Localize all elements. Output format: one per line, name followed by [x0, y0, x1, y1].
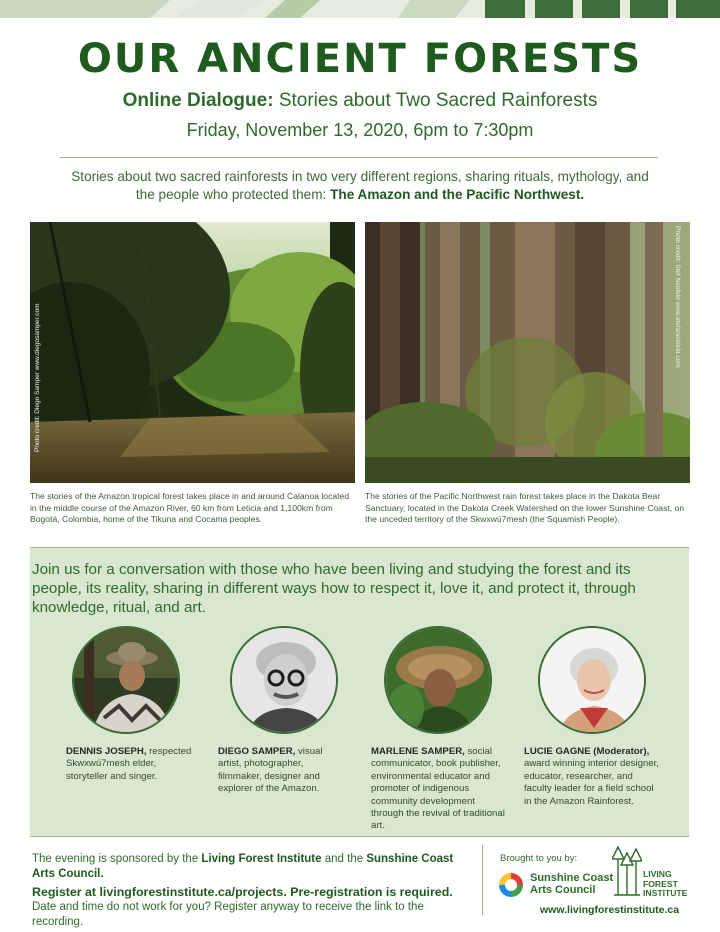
lfi-line-1: LIVING: [643, 869, 672, 879]
scac-line-2: Arts Council: [530, 884, 596, 896]
intro-paragraph: [60, 168, 660, 204]
portrait-lucie-gagne: [538, 626, 646, 734]
sponsor-text-a: The evening is sponsored by the: [32, 853, 199, 865]
brought-to-you-by: Brought to you by:: [500, 853, 578, 864]
speaker-bio: visual artist, photographer, filmmaker, designer and explorer of the Amazon.: [218, 746, 323, 795]
amazon-photo: [30, 222, 355, 483]
subtitle: [0, 90, 720, 112]
event-datetime: Friday, November 13, 2020, 6pm to 7:30pm: [186, 120, 534, 140]
scac-logo-icon: [498, 872, 524, 898]
page-title: OUR ANCIENT FORESTS: [77, 36, 643, 82]
lfi-logo-icon: [612, 845, 642, 897]
sponsor-scac: Sunshine Coast Arts Council.: [32, 853, 454, 880]
website-link[interactable]: www.livingforestinstitute.ca: [540, 904, 680, 916]
amazon-caption: The stories of the Amazon tropical forest takes place in and around Calanoa located in the middle course of the Amazon River, 60 km from Leticia and 1,100km from Bogotá, Colombia, home of the Tikuna and Cocama peoples.: [30, 491, 350, 524]
speaker-name: DENNIS JOSEPH,: [66, 746, 147, 757]
sponsor-lfi: Living Forest Institute: [201, 853, 322, 865]
portrait-marlene-samper: [384, 626, 492, 734]
speaker-name: MARLENE SAMPER,: [371, 746, 465, 757]
pacific-photo-credit: Photo credit: Stef Nesfeld www.stefaneisfeld.com: [674, 226, 681, 368]
subtitle-strong: Online Dialogue:: [122, 90, 274, 111]
subtitle-rest: Stories about Two Sacred Rainforests: [278, 90, 598, 111]
speaker-bio: social communicator, book publisher, environmental educator and promoter of indigenous community development through the revival of traditional art.: [371, 746, 505, 832]
pacific-northwest-photo: [365, 222, 690, 483]
sponsor-text-c: and the: [324, 853, 364, 865]
intro-strong: The Amazon and the Pacific Northwest.: [330, 187, 585, 202]
scac-line-1: Sunshine Coast: [530, 872, 614, 884]
speaker-bio: award winning interior designer, educator, researcher, and faculty leader for a field school in the Amazon Rainforest.: [524, 758, 659, 807]
sponsor-line: [32, 852, 472, 882]
portrait-diego-samper: [230, 626, 338, 734]
register-line: Register at livingforestinstitute.ca/projects. Pre-registration is required.: [32, 885, 453, 899]
scac-logo-text: [530, 872, 613, 896]
recording-note: Date and time do not work for you? Register anyway to receive the link to the recording.: [32, 901, 424, 928]
bio-lucie-gagne: [524, 746, 660, 808]
footer-divider: [482, 845, 483, 915]
bio-marlene-samper: [371, 746, 507, 833]
panel-paragraph: Join us for a conversation with those who have been living and studying the forest and its people, its reality, sharing in different ways how to respect it, love it, and protect it, through knowledge, ritual, and art.: [32, 561, 636, 616]
speaker-name: LUCIE GAGNE (Moderator),: [524, 746, 650, 757]
bio-dennis-joseph: [66, 746, 194, 783]
bio-diego-samper: [218, 746, 343, 796]
top-decorative-band: [0, 0, 720, 18]
pacific-caption: The stories of the Pacific Northwest rain forest takes place in the Dakota Bear Sanctuary, located in the Dakota Creek Watershed on the lower Sunshine Coast, on the unceded territory of the Skwxwú7mesh (the Squamish People).: [365, 491, 685, 524]
speaker-bio: respected Skwxwú7mesh elder, storyteller and singer.: [66, 746, 192, 782]
amazon-photo-credit: Photo credit: Diego Samper www.diegosamper.com: [34, 303, 41, 452]
divider: [60, 157, 658, 158]
portrait-dennis-joseph: [72, 626, 180, 734]
intro-text: Stories about two sacred rainforests in two very different regions, sharing rituals, mythology, and the people who protected them:: [71, 169, 649, 202]
lfi-line-3: INSTITUTE: [643, 888, 688, 899]
speaker-name: DIEGO SAMPER,: [218, 746, 296, 757]
lfi-line-2: FOREST: [643, 878, 678, 889]
footer-text: [32, 852, 472, 930]
lfi-logo-text: [643, 870, 687, 899]
